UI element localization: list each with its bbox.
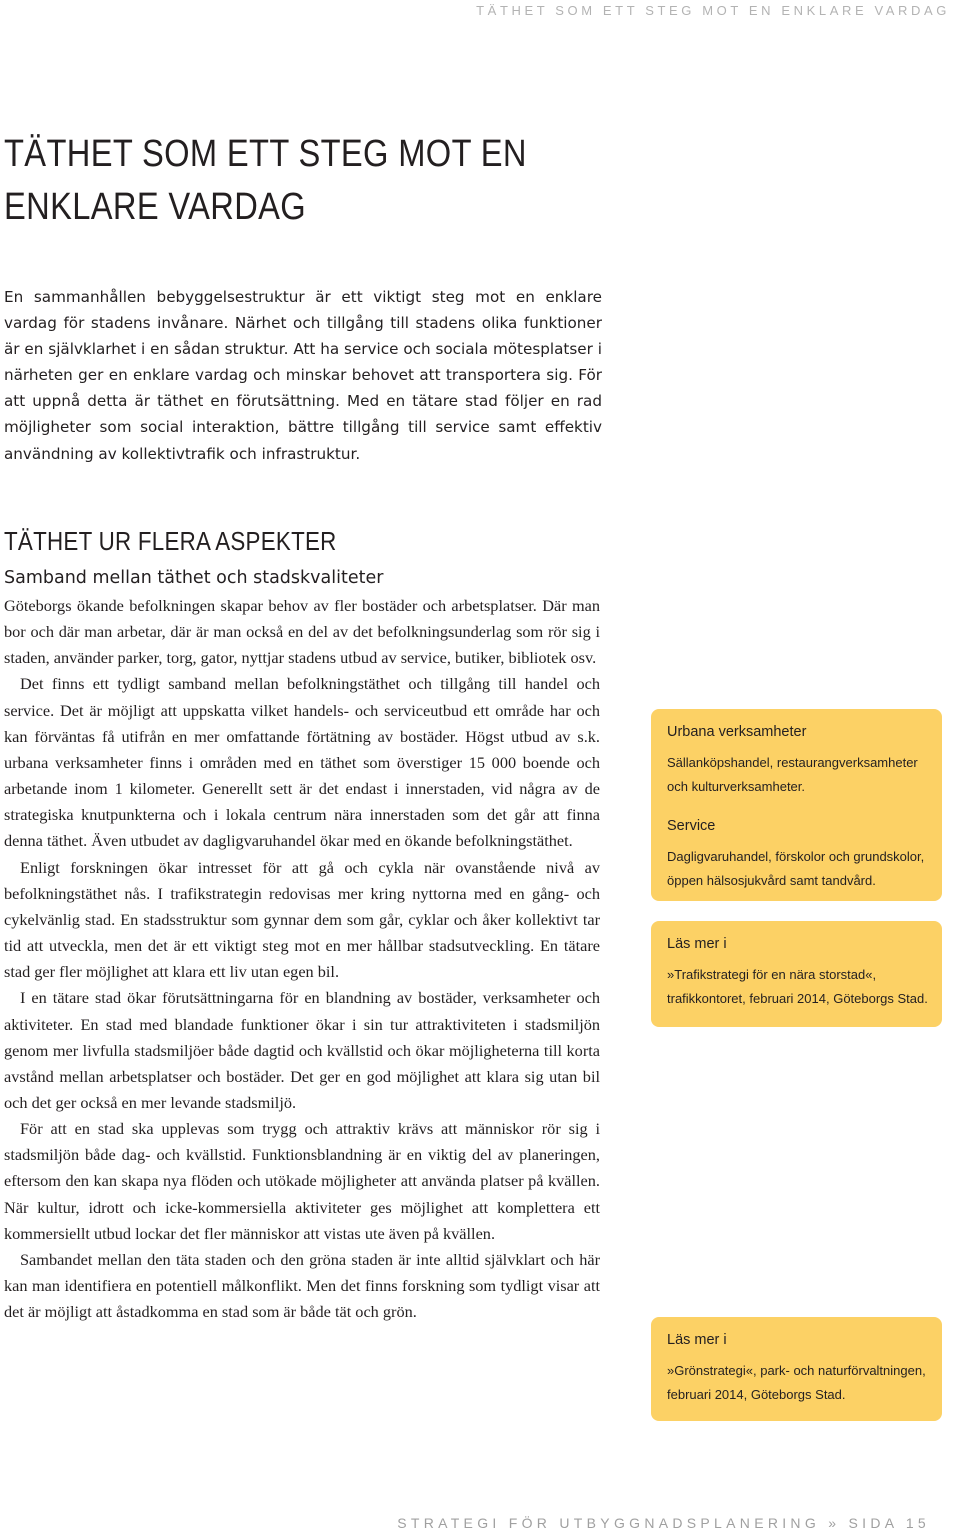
body-text xyxy=(4,593,600,1325)
read-more-reference: »Trafikstrategi för en nära storstad«, trafikkontoret, februari 2014, Göteborgs Stad. xyxy=(667,967,928,1006)
page-title: TÄTHET SOM ETT STEG MOT EN ENKLARE VARDAG xyxy=(4,133,527,228)
intro-paragraph: En sammanhållen bebyggelsestruktur är ett viktigt steg mot en enklare vardag för stadens invånare. Närhet och tillgång till stadens olika funktioner är en självklarhet i en sådan struktur. Att ha service och sociala mötesplatser i närheten ger en enklare vardag och minskar behovet att transportera sig. För att uppnå detta är täthet en förutsättning. Med en tätare stad följer en rad möjligheter som social interaktion, bättre tillgång till service samt effektiv användning av kollektivtrafik och infrastruktur. xyxy=(4,288,602,463)
definition-service xyxy=(667,816,930,892)
body-paragraph: Göteborgs ökande befolkningen skapar behov av fler bostäder och arbetsplatser. Där man bor och där man arbetar, där är man också en del av det befolkningsunderlag som rör sig i staden, använder parker, torg, gator, nyttjar stadens utbud av service, butiker, bibliotek osv. xyxy=(4,596,600,668)
page-number: SIDA 15 xyxy=(848,1515,930,1531)
read-more-heading: Läs mer i xyxy=(667,936,727,952)
section-subheading: Samband mellan täthet och stadskvaliteter xyxy=(4,568,384,588)
definition-urban xyxy=(667,722,930,798)
read-more-reference: »Grönstrategi«, park- och naturförvaltningen, februari 2014, Göteborgs Stad. xyxy=(667,1363,926,1402)
body-paragraph: För att en stad ska upplevas som trygg och attraktiv krävs att människor rör sig i stadsmiljön både dag- och kvällstid. Funktionsblandning är en viktig del av planeringen, eftersom den kan skapa nya flöden och utökade möjligheter att använda platser på kvällen. När kultur, idrott och icke-kommersiella aktiviteter ges möjlighet att komplettera ett kommersiellt utbud lockar det fler människor att vistas ute även på kvällen. xyxy=(4,1119,600,1243)
body-paragraph: Sambandet mellan den täta staden och den gröna staden är inte alltid självklart och här kan man identifiera en potentiell målkonflikt. Men det finns forskning som tydligt visar att det är möjligt att åstadkomma en stad som är både tät och grön. xyxy=(4,1249,600,1322)
footer-document-title: STRATEGI FÖR UTBYGGNADSPLANERING xyxy=(397,1515,821,1531)
read-more-box-green xyxy=(651,1317,942,1421)
body-paragraph: Enligt forskningen ökar intresset för att gå och cykla när ovanstående nivå av befolkningstäthet nås. I trafikstrategin redovisas mer kring nyttorna med en gång- och cykelvänlig stad. En stadsstruktur som gynnar dem som går, cyklar och åker kollektivt tar tid att utveckla, men det är ett viktigt steg mot en mer hållbar stadsutveckling. En tätare stad ger fler möjlighet att klara ett liv utan egen bil. xyxy=(4,857,600,982)
running-header: TÄTHET SOM ETT STEG MOT EN ENKLARE VARDAG xyxy=(476,3,950,18)
footer-separator: » xyxy=(828,1515,841,1531)
definition-text: Dagligvaruhandel, förskolor och grundskolor, öppen hälsosjukvård samt tandvård. xyxy=(667,849,925,888)
read-more-heading: Läs mer i xyxy=(667,1332,727,1348)
body-paragraph: Det finns ett tydligt samband mellan befolkningstäthet och tillgång till handel och service. Det är möjligt att uppskatta vilket handels- och serviceutbud ett område har och kan förväntas få utifrån en mer omfattande förtätning av bostäder. Högst utbud av s.k. urbana verksamheter finns i områden med en täthet som överstiger 15 000 boende och arbetande inom 1 kilometer. Generellt sett är det endast i innerstaden, vid några av de strategiska knutpunkterna och i lokala centrum nära innerstaden som det går att finna denna täthet. Även utbudet av dagligvaruhandel ökar med en ökande befolkningstäthet. xyxy=(4,674,600,851)
body-paragraph: I en tätare stad ökar förutsättningarna för en blandning av bostäder, verksamheter och aktiviteter. En stad med blandade funktioner ökar i sin tur attraktiviteten i stadsmiljön genom mer livfulla stadsmiljöer både dagtid och kvällstid och ökar möjligheterna till korta avstånd mellan arbetsplatser och bostäder. Det ger en god möjlighet att klara sig utan bil och det ger också en mer levande stadsmiljö. xyxy=(4,988,600,1112)
definition-heading: Urbana verksamheter xyxy=(667,724,807,740)
page-footer xyxy=(397,1515,930,1531)
definitions-box xyxy=(651,709,942,901)
definition-text: Sällanköpshandel, restaurangverksamheter och kulturverksamheter. xyxy=(667,755,918,794)
read-more-box-traffic xyxy=(651,921,942,1027)
section-heading: TÄTHET UR FLERA ASPEKTER xyxy=(4,526,337,556)
definition-heading: Service xyxy=(667,818,716,834)
